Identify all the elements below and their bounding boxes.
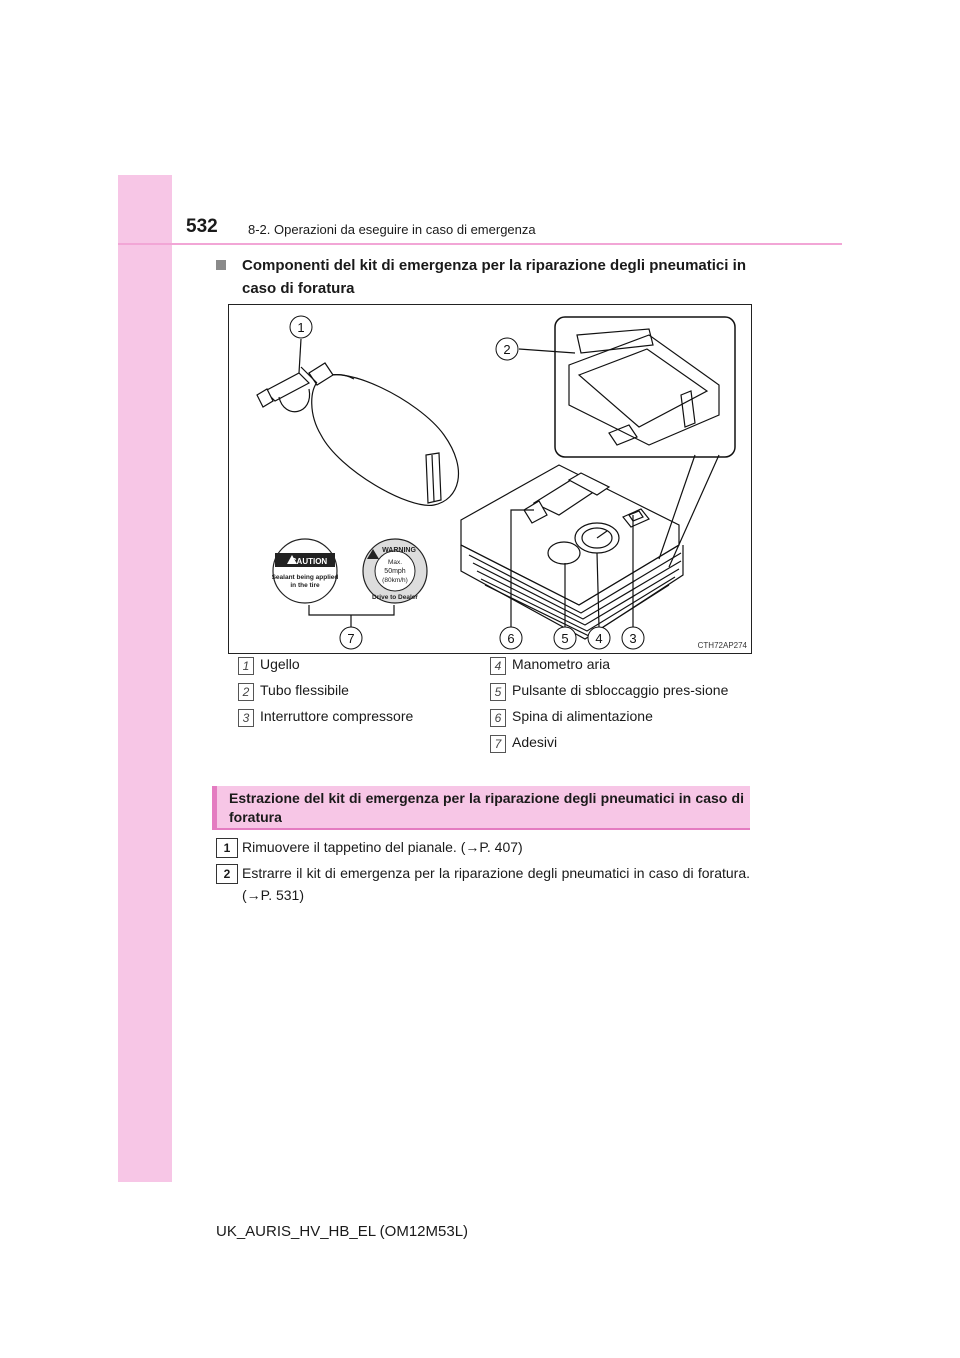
svg-text:Max.: Max. xyxy=(387,559,403,566)
legend-label: Adesivi xyxy=(512,734,558,750)
svg-text:50mph: 50mph xyxy=(384,568,406,575)
svg-text:4: 4 xyxy=(595,631,603,646)
callout-2 xyxy=(496,338,518,360)
svg-text:3: 3 xyxy=(629,631,637,646)
legend-number: 2 xyxy=(238,683,254,701)
legend-number: 6 xyxy=(490,709,506,727)
svg-text:1: 1 xyxy=(297,320,305,335)
header-divider xyxy=(118,243,842,245)
legend-label: Manometro aria xyxy=(512,656,611,672)
document-footer: UK_AURIS_HV_HB_EL (OM12M53L) xyxy=(216,1223,469,1240)
legend-label: Ugello xyxy=(260,656,300,672)
svg-text:2: 2 xyxy=(503,342,511,357)
svg-text:Sealant being applied: Sealant being applied xyxy=(271,574,339,581)
legend-item xyxy=(490,680,748,701)
step-text: Rimuovere il tappetino del pianale. (→P. 407) xyxy=(242,839,523,855)
callout-3 xyxy=(622,627,644,649)
svg-text:5: 5 xyxy=(561,631,569,646)
legend-label: Tubo flessibile xyxy=(260,682,349,698)
legend-column-left xyxy=(238,654,463,732)
procedure-heading: Estrazione del kit di emergenza per la riparazione degli pneumatici in caso di foratura xyxy=(229,790,744,825)
legend-number: 1 xyxy=(238,657,254,675)
callout-4 xyxy=(588,627,610,649)
legend-item xyxy=(238,706,463,727)
side-color-band xyxy=(118,175,172,1182)
callout-1 xyxy=(290,316,312,338)
legend-item xyxy=(238,654,463,675)
svg-text:7: 7 xyxy=(347,631,355,646)
callout-7 xyxy=(340,627,362,649)
legend-column-right xyxy=(490,654,748,758)
repair-kit-illustration xyxy=(229,305,751,653)
legend-number: 7 xyxy=(490,735,506,753)
svg-text:CAUTION: CAUTION xyxy=(290,557,328,566)
svg-text:(80km/h): (80km/h) xyxy=(382,577,408,584)
repair-kit-figure xyxy=(228,304,752,654)
svg-text:WARNING: WARNING xyxy=(382,547,416,554)
caution-sticker xyxy=(272,539,339,603)
svg-text:Drive to Dealer: Drive to Dealer xyxy=(372,594,418,601)
legend-label: Pulsante di sbloccaggio pres-sione xyxy=(512,682,729,698)
subheading xyxy=(216,254,746,300)
subheading-text: Componenti del kit di emergenza per la riparazione degli pneumatici in caso di foratura xyxy=(242,257,746,297)
figure-code: CTH72AP274 xyxy=(697,641,747,650)
legend-label: Interruttore compressore xyxy=(260,708,414,724)
legend-label: Spina di alimentazione xyxy=(512,708,653,724)
warning-sticker xyxy=(363,539,427,603)
legend-item xyxy=(490,654,748,675)
square-bullet-icon xyxy=(216,260,226,270)
svg-text:6: 6 xyxy=(507,631,515,646)
step-1 xyxy=(216,836,750,858)
legend-item xyxy=(490,706,748,727)
legend-item xyxy=(238,680,463,701)
step-text: Estrarre il kit di emergenza per la riparazione degli pneumatici in caso di foratura. (→P. 531) xyxy=(242,865,750,903)
legend-item xyxy=(490,732,748,753)
legend-number: 3 xyxy=(238,709,254,727)
step-number: 1 xyxy=(216,838,238,858)
callout-6 xyxy=(500,627,522,649)
procedure-heading-box xyxy=(212,786,750,830)
page-number: 532 xyxy=(186,216,218,237)
svg-text:in the tire: in the tire xyxy=(290,582,320,589)
callout-5 xyxy=(554,627,576,649)
section-title: 8-2. Operazioni da eseguire in caso di emergenza xyxy=(248,222,536,237)
legend-number: 4 xyxy=(490,657,506,675)
step-2 xyxy=(216,862,750,906)
legend-number: 5 xyxy=(490,683,506,701)
step-number: 2 xyxy=(216,864,238,884)
